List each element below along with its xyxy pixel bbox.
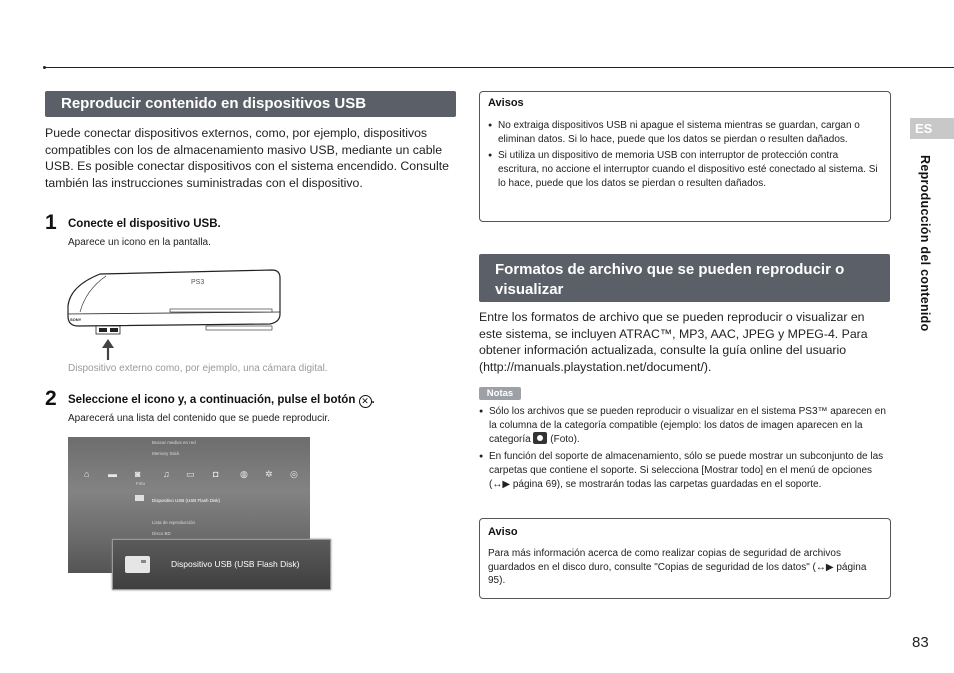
xmb-usb-small-icon (135, 495, 144, 501)
page-number: 83 (912, 634, 929, 651)
step-desc-1: Aparece un icono en la pantalla. (68, 237, 211, 248)
section-title-formats: Formatos de archivo que se pueden reproducir o visualizar (479, 254, 890, 302)
avisos-item: ● No extraiga dispositivos USB ni apague el sistema mientras se guardan, cargan o eliminan datos. Si lo hace, puede que los datos se pierdan o resulten dañados. (488, 119, 882, 146)
photo-category-icon (533, 432, 547, 444)
svg-text:SONY: SONY (70, 317, 82, 322)
illustration-caption: Dispositivo externo como, por ejemplo, una cámara digital. (68, 363, 328, 374)
notas-badge: Notas (479, 387, 521, 400)
section-intro-usb: Puede conectar dispositivos externos, como, por ejemplo, dispositivos compatibles con los de almacenamiento masivo USB, mediante un cable USB. Es posible conectar dispositivos con el sistema encendido. Consulte también las instrucciones suministradas con el dispositivo. (45, 126, 449, 190)
notas-item (479, 405, 891, 447)
xmb-popup-label: Dispositivo USB (USB Flash Disk) (171, 559, 300, 569)
step-title-2 (68, 394, 375, 408)
video-icon: ▭ (186, 469, 195, 479)
step-number-2: 2 (45, 387, 57, 410)
section-intro-formats: Entre los formatos de archivo que se pueden reproducir o visualizar en este sistema, se incluyen ATRAC™, MP3, AAC, JPEG y MPEG-4. Para obtener información actualizada, consulte la guía online del usuario (http://manuals.playstation.net/document/). (479, 310, 868, 374)
xmb-device-row: Dispositivo USB (USB Flash Disk) (152, 498, 221, 503)
section-title-usb: Reproducir contenido en dispositivos USB (45, 91, 456, 117)
network-icon: ◍ (240, 469, 248, 479)
chapter-title: Reproducción del contenido (918, 155, 932, 332)
page-ref-arrow-icon: ↔▶ (492, 478, 511, 490)
aviso-text (488, 547, 882, 588)
notas-item-1-before: Sólo los archivos que se pueden reproducir o visualizar en el sistema PS3™ aparecen en la columna de la categoría compatible (ejemplo: los datos de imagen aparecen en la categoría (489, 406, 886, 446)
home-icon: ⌂ (84, 469, 90, 479)
xmb-item-memory-stick: Memory Stick (152, 451, 180, 456)
psn-icon: ◎ (290, 469, 298, 479)
notas-item-2-after: página 69), se mostrarán todas las carpetas guardadas en el soporte. (512, 478, 822, 490)
notas-item (479, 450, 891, 491)
svg-text:PS3: PS3 (191, 279, 205, 286)
settings-icon: ▬ (108, 469, 117, 479)
xmb-selected-device-popup (112, 539, 331, 590)
step-desc-2: Aparecerá una lista del contenido que se puede reproducir. (68, 413, 330, 424)
cross-button-icon: ✕ (359, 395, 372, 408)
aviso-text-after: página 95). (488, 561, 867, 586)
xmb-item-playlist: Lista de reproducción (152, 520, 196, 525)
friends-icon: ✲ (265, 469, 273, 479)
music-icon: ♫ (163, 469, 170, 479)
ps3-console-illustration (66, 268, 286, 360)
notas-list (479, 405, 891, 494)
step-title-2-text: Seleccione el icono y, a continuación, pulse el botón (68, 394, 356, 406)
avisos-list (488, 119, 882, 194)
camera-icon: ◙ (135, 469, 141, 479)
xmb-item-bd: Disco BD (152, 531, 171, 536)
language-badge: ES (910, 118, 954, 139)
step-title-2-end: . (371, 394, 375, 406)
notas-item-2-before: En función del soporte de almacenamiento, sólo se puede mostrar un subconjunto de las carpetas que contiene el soporte. Si selecciona [Mostrar todo] en el menú de opciones ( (489, 451, 884, 490)
game-icon: ◘ (213, 469, 219, 479)
avisos-item: ● Si utiliza un dispositivo de memoria USB con interruptor de protección contra escritura, no accione el interruptor cuando el dispositivo esté conectado al sistema. Si lo hace, puede que los datos se pierdan o resulten dañados. (488, 149, 882, 190)
usb-device-icon (125, 556, 150, 573)
step-title-1: Conecte el dispositivo USB. (68, 218, 221, 230)
page-ref-arrow-icon: ↔▶ (815, 561, 834, 573)
aviso-title: Aviso (488, 526, 518, 538)
aviso-text-before: Para más información acerca de como realizar copias de seguridad de archivos guardados en el disco duro, consulte "Copias de seguridad de los datos" ( (488, 548, 841, 573)
xmb-category-label: Foto (136, 481, 146, 486)
step-number-1: 1 (45, 211, 57, 234)
header-rule (45, 67, 954, 68)
avisos-title: Avisos (488, 97, 524, 109)
xmb-item-network-media: Buscar medios en red (152, 440, 196, 445)
notas-item-1-after: (Foto). (550, 434, 580, 446)
